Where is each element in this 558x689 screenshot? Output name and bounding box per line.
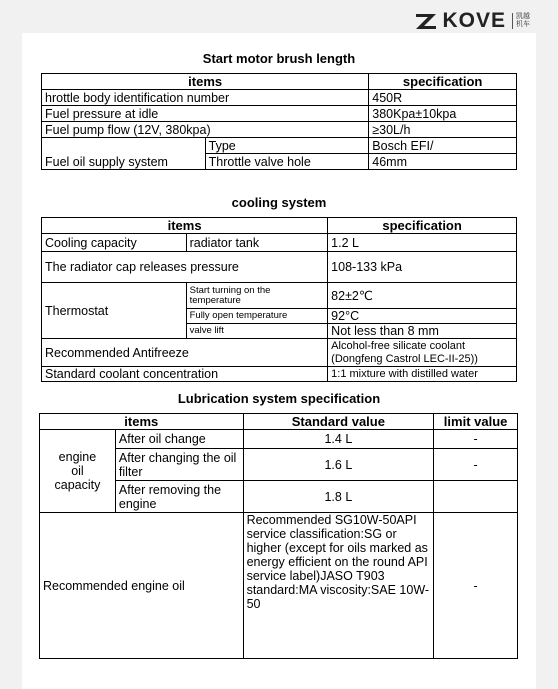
- table-row: [42, 138, 517, 154]
- row-item: hrottle body identification number: [42, 90, 369, 106]
- header-specification: specification: [369, 74, 517, 90]
- row-label: Cooling capacity: [42, 234, 187, 252]
- table-row: [42, 122, 517, 138]
- row-item: After oil change: [115, 430, 243, 449]
- table-row: [42, 234, 517, 252]
- start-motor-table: [41, 73, 517, 170]
- row-item: Type: [205, 138, 369, 154]
- row-label: Standard coolant concentration: [42, 367, 328, 382]
- row-item: valve lift: [186, 324, 328, 339]
- header-standard-value: Standard value: [243, 414, 434, 430]
- cooling-table: [41, 217, 517, 382]
- row-limit: [434, 481, 518, 513]
- brand-logo: [414, 10, 530, 32]
- document-page: [22, 33, 536, 689]
- row-spec: 1.2 L: [328, 234, 517, 252]
- row-spec: 380Kpa±10kpa: [369, 106, 517, 122]
- header-items: items: [42, 74, 369, 90]
- table-row: [42, 90, 517, 106]
- row-item: Start turning on the temperature: [186, 283, 328, 309]
- row-item: radiator tank: [186, 234, 328, 252]
- row-item: Throttle valve hole: [205, 154, 369, 170]
- section-title-cooling: cooling system: [231, 195, 327, 210]
- row-label: The radiator cap releases pressure: [42, 252, 328, 283]
- row-spec: Alcohol-free silicate coolant (Dongfeng Castrol LEC-II-25)): [328, 339, 517, 367]
- table-row: [42, 367, 517, 382]
- row-spec: 450R: [369, 90, 517, 106]
- engine-oil-capacity-label: engine oil capacity: [40, 430, 116, 513]
- table-row: [42, 252, 517, 283]
- table-row: [40, 430, 518, 449]
- row-spec: 108-133 kPa: [328, 252, 517, 283]
- row-spec: 92°C: [328, 309, 517, 324]
- section-title-start-motor: Start motor brush length: [202, 51, 356, 66]
- table-row: [42, 283, 517, 309]
- row-limit: -: [434, 449, 518, 481]
- fuel-system-label: Fuel oil supply system: [42, 138, 206, 170]
- row-item: After changing the oil filter: [115, 449, 243, 481]
- row-spec: 46mm: [369, 154, 517, 170]
- row-spec: 82±2℃: [328, 283, 517, 309]
- brand-name: KOVE: [442, 9, 506, 32]
- table-row: [42, 339, 517, 367]
- row-limit: -: [434, 430, 518, 449]
- header-items: items: [40, 414, 244, 430]
- section-title-lubrication: Lubrication system specification: [177, 391, 381, 406]
- lubrication-table: [39, 413, 518, 659]
- row-label: Recommended Antifreeze: [42, 339, 328, 367]
- header-limit-value: limit value: [434, 414, 518, 430]
- row-item: Fully open temperature: [186, 309, 328, 324]
- table-row: [42, 106, 517, 122]
- header-specification: specification: [328, 218, 517, 234]
- row-value: 1.6 L: [243, 449, 434, 481]
- row-item: After removing the engine: [115, 481, 243, 513]
- row-label: Recommended engine oil: [40, 513, 244, 659]
- thermostat-label: Thermostat: [42, 283, 187, 339]
- row-value: Recommended SG10W-50API service classification:SG or higher (except for oils marked as energy efficient on the round API service label)JASO T903 standard:MA viscosity:SAE 10W-50: [243, 513, 434, 659]
- row-spec: Not less than 8 mm: [328, 324, 517, 339]
- row-spec: Bosch EFI/: [369, 138, 517, 154]
- row-spec: 1:1 mixture with distilled water: [328, 367, 517, 382]
- row-value: 1.4 L: [243, 430, 434, 449]
- header-items: items: [42, 218, 328, 234]
- row-value: 1.8 L: [243, 481, 434, 513]
- row-item: Fuel pressure at idle: [42, 106, 369, 122]
- table-row: [40, 513, 518, 659]
- row-limit: -: [434, 513, 518, 659]
- row-item: Fuel pump flow (12V, 380kpa): [42, 122, 369, 138]
- row-spec: ≥30L/h: [369, 122, 517, 138]
- brand-subtitle: 凯越 机车: [512, 13, 530, 29]
- kove-mark-icon: [414, 12, 438, 30]
